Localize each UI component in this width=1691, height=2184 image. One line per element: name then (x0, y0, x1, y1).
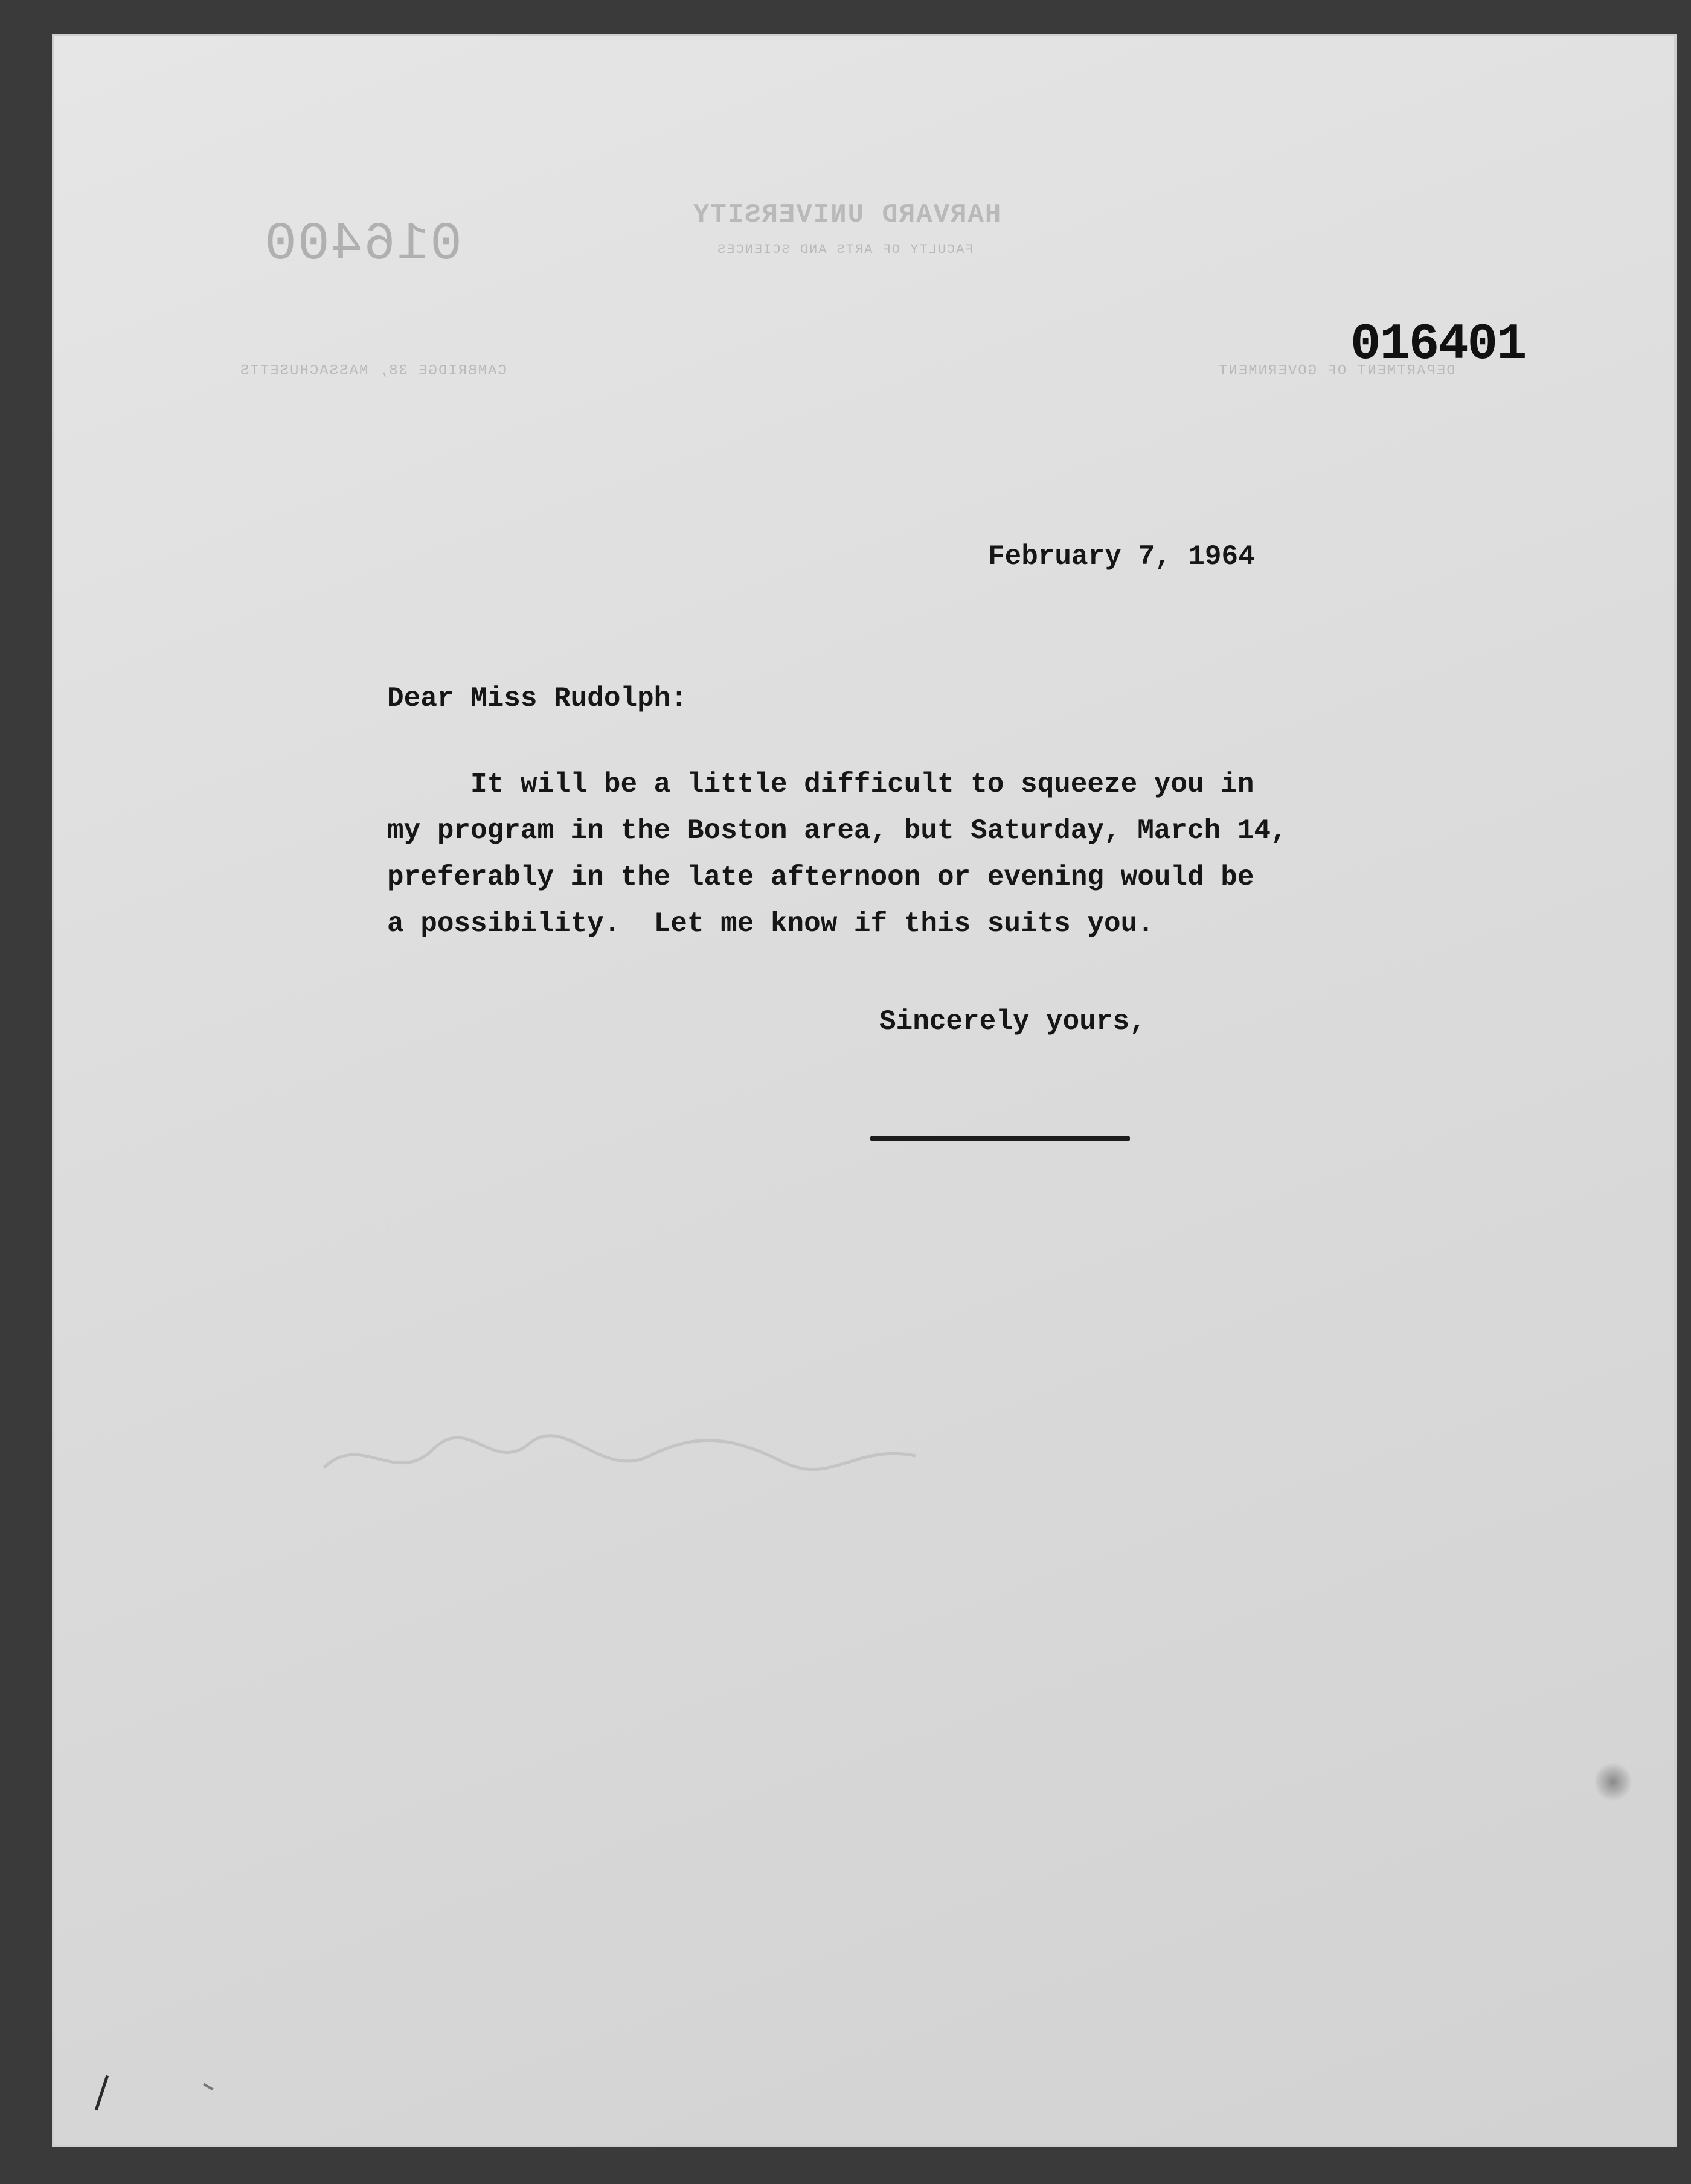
body-line: preferably in the late afternoon or evening would be (387, 862, 1254, 893)
bleed-number: 016400 (263, 215, 462, 275)
body-line: It will be a little difficult to squeeze you in (387, 769, 1254, 800)
letter-page (52, 34, 1677, 2147)
bleed-letterhead-sub: FACULTY OF ARTS AND SCIENCES (716, 242, 974, 257)
bleed-address-left: CAMBRIDGE 38, MASSACHUSETTS (239, 363, 507, 379)
paper-smudge (1595, 1761, 1631, 1803)
bleed-signature (312, 1420, 976, 1492)
margin-mark (203, 2083, 214, 2090)
bleed-address-right: DEPARTMENT OF GOVERNMENT (1218, 363, 1455, 379)
bleed-letterhead: HARVARD UNIVERSITY (692, 200, 1001, 230)
body-line: my program in the Boston area, but Saturday, March 14, (387, 815, 1288, 847)
letter-body (387, 761, 1353, 947)
document-number: 016401 (1350, 316, 1526, 374)
salutation: Dear Miss Rudolph: (387, 683, 687, 714)
signature-line (870, 1136, 1130, 1141)
margin-mark (95, 2075, 109, 2111)
letter-date: February 7, 1964 (988, 541, 1255, 572)
closing: Sincerely yours, (879, 1006, 1146, 1037)
body-line: a possibility. Let me know if this suits you. (387, 908, 1154, 940)
